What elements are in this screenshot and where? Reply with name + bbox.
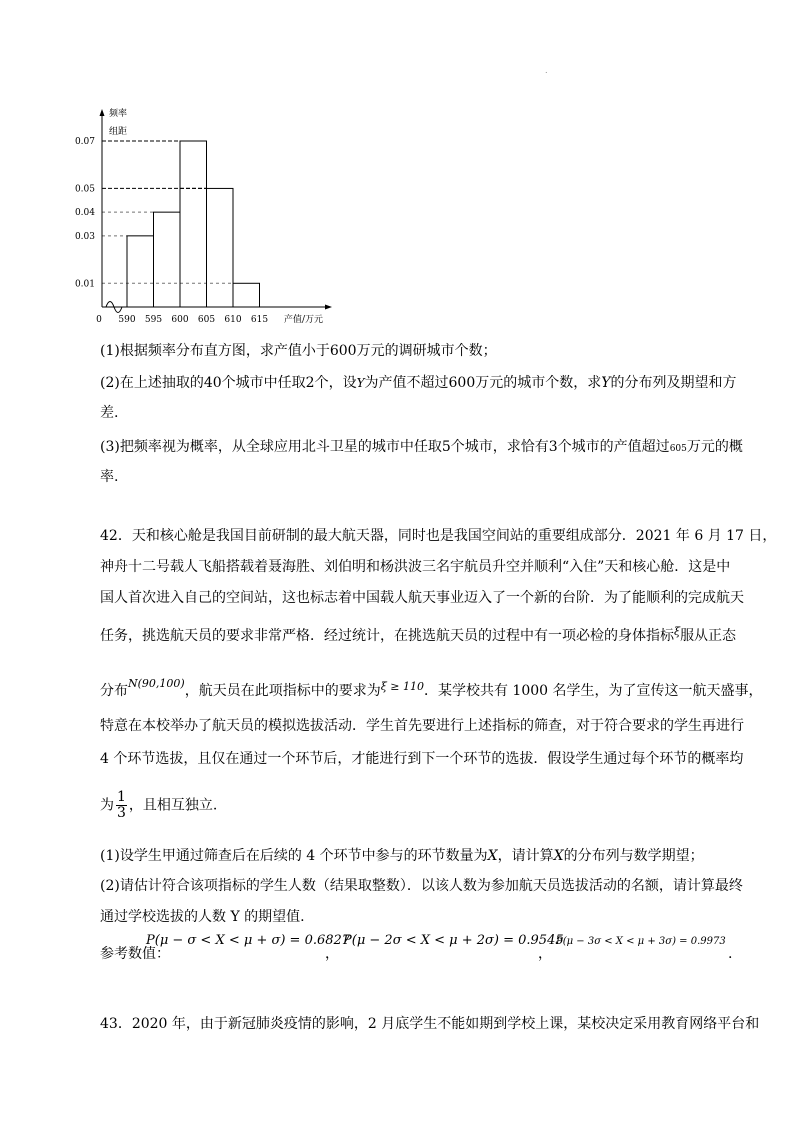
reference-value-3: P(μ − 3σ < X < μ + 3σ) = 0.9973 [556, 936, 726, 947]
histogram-bar [180, 141, 207, 307]
y-axis-label-line2: 组距 [109, 127, 128, 137]
q42-part2: (2)请估计符合该项指标的学生人数（结果取整数）．以该人数为参加航天员选拔活动的名额，请计算最终 [100, 878, 743, 894]
q43-line1: 43．2020 年，由于新冠肺炎疫情的影响，2 月底学生不能如期到学校上课，某校决定采用教育网络平台和 [100, 1016, 760, 1032]
y-tick-label: 0.03 [74, 231, 95, 242]
histogram [70, 100, 340, 325]
reference-sep-1: ， [325, 946, 339, 962]
histogram-bar [154, 212, 181, 307]
x-tick-label: 590 [118, 315, 136, 325]
q42-line7: 4 个环节选拔，且仅在通过一个环节后，才能进行到下一个环节的选拔．假设学生通过每个环节的概率均 [100, 751, 744, 767]
y-axis-arrow [100, 109, 105, 116]
histogram-bar [207, 188, 234, 307]
q41-part2: (2)在上述抽取的40个城市中任取2个，设Y为产值不超过600万元的城市个数，求Y的分布列及期望和方 [100, 375, 737, 391]
q42-line5: 分布$^{N(90,100)}$，航天员在此项指标中的要求为$^{\xi \ge 110}$．某学校共有 1000 名学生，为了宣传这一航天盛事， [100, 677, 763, 699]
fraction-one-third: $\frac{1}{3}$ [117, 789, 126, 821]
origin-label: 0 [96, 315, 102, 325]
q42-line4: 任务，挑选航天员的要求非常严格．经过统计，在挑选航天员的过程中有一项必检的身体指标$^\xi$服从正态 [100, 625, 737, 644]
q42-part1: (1)设学生甲通过筛查后在后续的 4 个环节中参与的环节数量为X，请计算X的分布列与数学期望； [100, 848, 704, 864]
x-tick-label: 595 [144, 315, 163, 325]
q42-part2-cont: 通过学校选拔的人数 Y 的期望值. [100, 909, 305, 925]
histogram-bar [233, 283, 260, 307]
x-axis-label: 产值/万元 [284, 315, 324, 325]
reference-value-1: P(μ − σ < X < μ + σ) = 0.6827 [146, 933, 351, 948]
y-axis-label-line1: 频率 [109, 109, 128, 119]
x-tick-label: 610 [224, 315, 242, 325]
reference-end: . [728, 946, 733, 962]
q41-part1: (1)根据频率分布直方图，求产值小于600万元的调研城市个数； [100, 343, 497, 359]
y-tick-label: 0.07 [74, 137, 95, 147]
reference-label: 参考数值： [100, 946, 170, 962]
x-axis-arrow [325, 305, 332, 310]
q41-part2-cont: 差. [100, 405, 119, 421]
y-tick-label: 0.04 [74, 208, 95, 219]
x-tick-label: 615 [250, 315, 269, 325]
q42-line2: 神舟十二号载人飞船搭载着聂海胜、刘伯明和杨洪波三名宇航员升空并顺利“入住”天和核心舱．这是中 [100, 559, 731, 575]
reference-sep-2: ， [538, 946, 552, 962]
q42-line3: 国人首次进入自己的空间站，这也标志着中国载人航天事业迈入了一个新的台阶．为了能顺利的完成航天 [100, 590, 744, 606]
q42-line8: 为 $\frac{1}{3}$ ，且相互独立. [100, 789, 218, 821]
y-tick-label: 0.01 [74, 279, 95, 290]
x-tick-label: 600 [171, 315, 189, 325]
q42-line1: 42．天和核心舱是我国目前研制的最大航天器，同时也是我国空间站的重要组成部分．2021 年 6 月 17 日， [100, 528, 777, 544]
page-dot: . [545, 66, 548, 75]
q41-part3-cont: 率. [100, 469, 119, 485]
q41-part3: (3)把频率视为概率，从全球应用北斗卫星的城市中任取5个城市，求恰有3个城市的产值超过605万元的概 [100, 439, 743, 455]
y-tick-label: 0.05 [74, 184, 95, 195]
reference-value-2: P(μ − 2σ < X < μ + 2σ) = 0.9545 [343, 933, 564, 948]
q42-line6: 特意在本校举办了航天员的模拟选拔活动．学生首先要进行上述指标的筛查，对于符合要求的学生再进行 [100, 718, 744, 734]
histogram-bar [127, 236, 154, 307]
x-tick-label: 605 [197, 315, 216, 325]
